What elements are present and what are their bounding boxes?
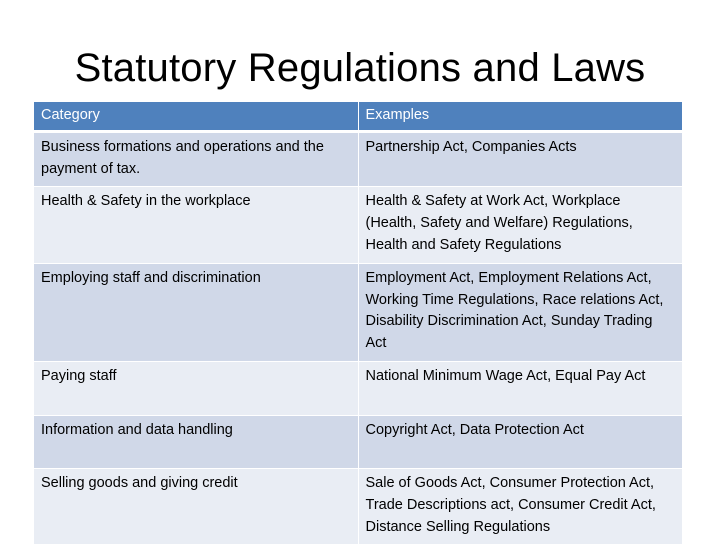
examples-cell: National Minimum Wage Act, Equal Pay Act <box>358 361 682 415</box>
table-row <box>34 361 682 415</box>
table-row <box>34 263 682 361</box>
regulations-table <box>34 102 683 545</box>
examples-cell: Employment Act, Employment Relations Act, Working Time Regulations, Race relations Act, Disability Discrimination Act, Sunday Trading Act <box>358 263 682 361</box>
table-row <box>34 415 682 468</box>
examples-cell: Sale of Goods Act, Consumer Protection Act, Trade Descriptions act, Consumer Credit Act, Distance Selling Regulations <box>358 468 682 544</box>
table-header-row <box>34 102 682 131</box>
examples-cell: Partnership Act, Companies Acts <box>358 131 682 187</box>
column-header-category: Category <box>34 102 358 131</box>
category-cell: Paying staff <box>34 361 358 415</box>
examples-cell: Health & Safety at Work Act, Workplace (Health, Safety and Welfare) Regulations, Health and Safety Regulations <box>358 187 682 263</box>
table-row <box>34 187 682 263</box>
category-cell: Business formations and operations and the payment of tax. <box>34 131 358 187</box>
table-row <box>34 468 682 544</box>
examples-cell: Copyright Act, Data Protection Act <box>358 415 682 468</box>
category-cell: Information and data handling <box>34 415 358 468</box>
slide-title: Statutory Regulations and Laws <box>74 46 646 90</box>
category-cell: Employing staff and discrimination <box>34 263 358 361</box>
table-row <box>34 131 682 187</box>
category-cell: Selling goods and giving credit <box>34 468 358 544</box>
category-cell: Health & Safety in the workplace <box>34 187 358 263</box>
column-header-examples: Examples <box>358 102 682 131</box>
